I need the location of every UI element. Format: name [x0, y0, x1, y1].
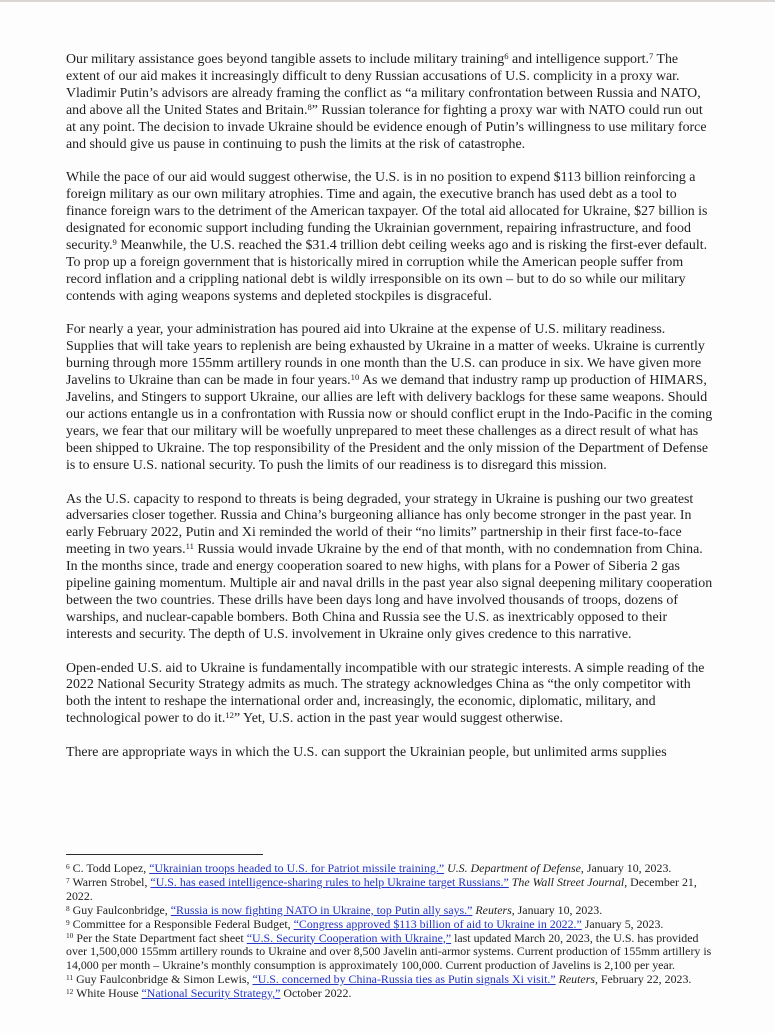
- footnote-number: 8: [66, 903, 70, 913]
- footnote-link[interactable]: “U.S. has eased intelligence-sharing rules to help Ukraine target Russians.”: [150, 874, 509, 889]
- footnote-ref: 11: [185, 541, 194, 552]
- footnote-number: 12: [66, 987, 74, 997]
- footnote-ref: 12: [225, 710, 234, 721]
- footnote-number: 10: [66, 931, 74, 941]
- footnote-text: January 5, 2023.: [581, 916, 664, 931]
- letter-body: [66, 52, 714, 779]
- footnote-link[interactable]: “U.S. concerned by China-Russia ties as Putin signals Xi visit.”: [252, 972, 556, 987]
- footnote: [66, 904, 718, 918]
- footnote: [66, 918, 718, 932]
- paragraph: Our military assistance goes beyond tangible assets to include military training$^6$ and intelligence support.$^7$ The extent of our aid makes it increasingly difficult to deny Russian accusations of U.S. complicity in a proxy war. Vladimir Putin’s advisors are already framing the conflict as “a military confrontation between Russia and NATO, and above all the United States and Britain.$^8$” Russian tolerance for fighting a proxy war with NATO could run out at any point. The decision to invade Ukraine should be evidence enough of Putin’s willingness to use military force and should give us pause in continuing to push the limits at the risk of catastrophe.: [66, 51, 707, 152]
- citation-source: Reuters: [475, 902, 512, 917]
- paragraph: As the U.S. capacity to respond to threats is being degraded, your strategy in Ukraine is pushing our two greatest adversaries closer together. Russia and China’s burgeoning alliance has only become stronger in the past year. In early February 2022, Putin and Xi reminded the world of their “no limits” partnership in their first face-to-face meeting in two years.$^{11}$ Russia would invade Ukraine by the end of that month, with no condemnation from China. In the months since, trade and energy cooperation soared to new highs, with plans for a Power of Siberia 2 gas pipeline gaining momentum. Multiple air and naval drills in the past year also signal deepening military cooperation between the two countries. These drills have been days long and have involved thousands of troops, dozens of warships, and nuclear-capable bombers. Both China and Russia see the U.S. as inextricably opposed to their interests and security. The depth of U.S. involvement in Ukraine only gives credence to this narrative.: [66, 491, 713, 642]
- paragraph: While the pace of our aid would suggest otherwise, the U.S. is in no position to expend $113 billion reinforcing a foreign military as our own military atrophies. Time and again, the executive branch has used debt as a tool to finance foreign wars to the detriment of the American taxpayer. Of the total aid allocated for Ukraine, $27 billion is designated for economic support including funding the Ukrainian government, repairing infrastructure, and food security.$^9$ Meanwhile, the U.S. reached the $31.4 trillion debt ceiling weeks ago and is risking the first-ever default. To prop up a foreign government that is historically mired in corruption while the American people suffer from record inflation and a crippling national debt is wildly irresponsible on its own – but to do so while our military contends with aging weapons systems and depleted stockpiles is disgraceful.: [66, 170, 708, 304]
- footnote: [66, 862, 718, 876]
- footnote-number: 11: [66, 973, 74, 983]
- footnote-text: C. Todd Lopez,: [72, 861, 150, 875]
- footnote-list: [66, 862, 718, 1001]
- footnote-text: Warren Strobel,: [72, 874, 151, 889]
- footnote-ref: 7: [648, 51, 654, 62]
- paragraph: Open-ended U.S. aid to Ukraine is fundamentally incompatible with our strategic interests. A simple reading of the 2022 National Security Strategy admits as much. The strategy acknowledges China as “the only competitor with both the intent to reshape the international order and, increasingly, the economic, diplomatic, military, and technological power to do it.$^{12}$” Yet, U.S. action in the past year would suggest otherwise.: [66, 660, 705, 727]
- footnote-ref: 9: [112, 237, 117, 248]
- footnote: [66, 973, 718, 987]
- footnote-link[interactable]: “Russia is now fighting NATO in Ukraine, top Putin ally says.”: [170, 902, 473, 917]
- citation-source: U.S. Department of Defense: [447, 861, 581, 875]
- footnote-text: , February 22, 2023.: [594, 972, 692, 987]
- footnote-text: , January 10, 2023.: [580, 861, 672, 875]
- footnote-ref: 6: [504, 51, 509, 62]
- footnote-text: last updated March 20, 2023, the U.S. has provided over 1,500,000 155mm artillery rounds to Ukraine and over 8,500 Javelin anti-armor systems. Current production of 155mm artillery is 14,000 per month – Ukraine’s monthly consumption is approximately 100,000. Current production of Javelins is 2,100 per year.: [66, 930, 712, 973]
- footnote-text: Committee for a Responsible Federal Budget,: [72, 916, 294, 931]
- paragraph: There are appropriate ways in which the U.S. can support the Ukrainian people, but unlimited arms supplies: [66, 745, 667, 761]
- footnote-number: 9: [66, 917, 70, 927]
- footnote-link[interactable]: “Congress approved $113 billion of aid to Ukraine in 2022.”: [293, 916, 582, 931]
- footnote-number: 7: [66, 875, 70, 885]
- footnote-text: Guy Faulconbridge,: [72, 902, 171, 917]
- citation-source: The Wall Street Journal: [511, 874, 625, 889]
- footnote-link[interactable]: “National Security Strategy,”: [141, 986, 281, 1001]
- footnote: [66, 876, 718, 904]
- footnote: [66, 932, 718, 974]
- footnote-ref: 8: [307, 101, 312, 112]
- page-top-edge: [0, 0, 775, 2]
- citation-source: Reuters: [558, 972, 595, 987]
- footnote-text: , December 21, 2022.: [66, 874, 697, 903]
- footnote-text: Per the State Department fact sheet: [76, 930, 247, 945]
- footnote-link[interactable]: “U.S. Security Cooperation with Ukraine,”: [246, 930, 452, 945]
- footnotes-section: [66, 854, 718, 1001]
- footnote: [66, 987, 718, 1001]
- footnote-text: , January 10, 2023.: [511, 902, 603, 917]
- footnote-separator: [66, 854, 263, 855]
- footnote-text: October 2022.: [280, 986, 352, 1001]
- footnote-ref: 10: [350, 372, 360, 383]
- footnote-link[interactable]: “Ukrainian troops headed to U.S. for Patriot missile training.”: [149, 861, 445, 875]
- footnote-number: 6: [66, 861, 70, 871]
- footnote-text: Guy Faulconbridge & Simon Lewis,: [76, 972, 253, 987]
- footnote-text: White House: [76, 986, 142, 1001]
- paragraph: For nearly a year, your administration has poured aid into Ukraine at the expense of U.S. military readiness. Supplies that will take years to replenish are being exhausted by Ukraine in a matter of weeks. Ukraine is currently burning through more 155mm artillery rounds in one month than the U.S. can produce in six. We have given more Javelins to Ukraine than can be made in four years.$^{10}$ As we demand that industry ramp up production of HIMARS, Javelins, and Stingers to support Ukraine, our allies are left with delivery backlogs for these same weapons. Should our actions entangle us in a confrontation with Russia now or should conflict erupt in the Indo-Pacific in the coming years, we fear that our military will be woefully unprepared to meet these challenges as a direct result of what has been shipped to Ukraine. The top responsibility of the President and the only mission of the Department of Defense is to ensure U.S. national security. To push the limits of our readiness is to disregard this mission.: [66, 322, 713, 473]
